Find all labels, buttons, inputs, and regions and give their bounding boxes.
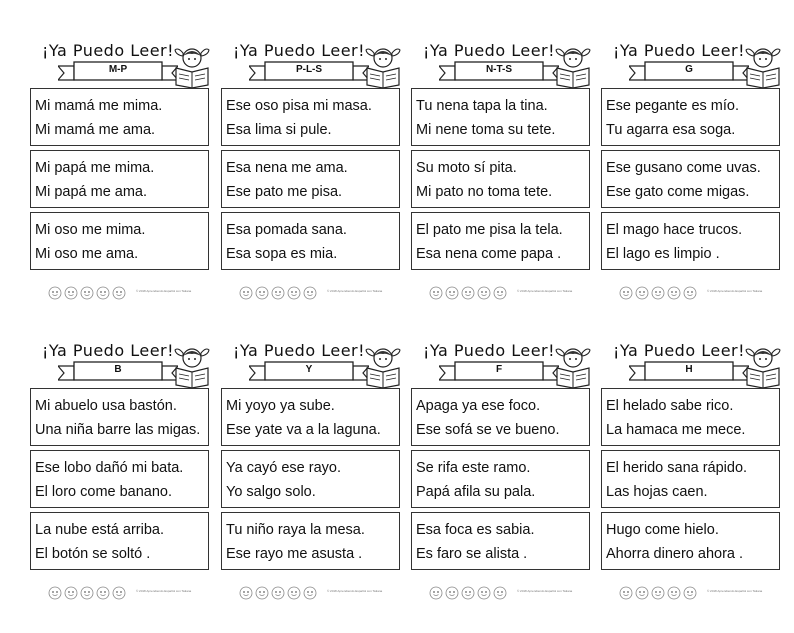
smiley-face-icon [620, 587, 632, 599]
card-title: ¡Ya Puedo Leer! [422, 41, 556, 60]
smiley-face-icon [684, 587, 696, 599]
sentence: Ese rayo me asusta . [226, 546, 363, 562]
sentence: Papá afila su pala. [416, 484, 536, 500]
card-title: ¡Ya Puedo Leer! [232, 41, 366, 60]
sentence: Yo salgo solo. [226, 484, 316, 500]
reading-card [30, 40, 212, 302]
smiley-face-icon [81, 287, 93, 299]
girl-reading-book-icon [173, 344, 211, 388]
copyright-text: © 2018 Aprendiendo Español con Tatiana [327, 589, 383, 593]
sentence: Ese sofá se ve bueno. [416, 422, 560, 438]
card-title: ¡Ya Puedo Leer! [612, 41, 746, 60]
sentence-box [601, 450, 780, 508]
letter-ribbon [439, 60, 559, 88]
sentence: Mi nene toma su tete. [416, 122, 556, 138]
sentence: Esa pomada sana. [226, 222, 347, 238]
sentence: Mi yoyo ya sube. [226, 398, 335, 414]
smiley-face-icon [113, 287, 125, 299]
sentence-box [30, 512, 209, 570]
smiley-face-icon [272, 287, 284, 299]
sentence-box [221, 388, 400, 446]
sentence: Mi mamá me mima. [35, 98, 163, 114]
sentence-box [221, 88, 400, 146]
sentence: Ese pegante es mío. [606, 98, 739, 114]
card-footer [411, 585, 593, 601]
smiley-face-icon [97, 587, 109, 599]
letter-ribbon [58, 360, 178, 388]
sentence: Esa nena come papa . [416, 246, 562, 262]
letter-ribbon [629, 60, 749, 88]
letter-label: H [685, 364, 693, 375]
sentence: Tu nena tapa la tina. [416, 98, 548, 114]
girl-reading-book-icon [173, 44, 211, 88]
letter-label: Y [305, 364, 313, 375]
smiley-face-icon [240, 287, 252, 299]
sentence-box [411, 512, 590, 570]
sentence: Ese oso pisa mi masa. [226, 98, 372, 114]
sentence: Ahorra dinero ahora . [606, 546, 744, 562]
sentence-box [221, 450, 400, 508]
sentence-box [221, 150, 400, 208]
girl-reading-book-icon [554, 44, 592, 88]
sentence-box [411, 388, 590, 446]
letter-label: N-T-S [485, 64, 513, 75]
sentence-box [30, 388, 209, 446]
girl-reading-book-icon [744, 44, 782, 88]
girl-reading-book-icon [364, 344, 402, 388]
sentence-box [30, 88, 209, 146]
card-title: ¡Ya Puedo Leer! [612, 341, 746, 360]
smiley-face-icon [494, 287, 506, 299]
smiley-face-icon [272, 587, 284, 599]
card-header [601, 340, 783, 392]
copyright-text: © 2018 Aprendiendo Español con Tatiana [707, 589, 763, 593]
sentence: Ese yate va a la laguna. [226, 422, 381, 438]
sentence: La hamaca me mece. [606, 422, 746, 438]
card-title: ¡Ya Puedo Leer! [41, 341, 175, 360]
reading-card [411, 40, 593, 302]
sentence-box [601, 150, 780, 208]
sentence: Hugo come hielo. [606, 522, 719, 538]
smiley-rating-row[interactable] [429, 585, 509, 599]
sentence: Esa nena me ama. [226, 160, 348, 176]
sentence: Las hojas caen. [606, 484, 708, 500]
sentence: Esa sopa es mia. [226, 246, 338, 262]
sentence-box [601, 388, 780, 446]
card-title: ¡Ya Puedo Leer! [41, 41, 175, 60]
letter-ribbon [249, 360, 369, 388]
letter-label: B [114, 364, 122, 375]
sentence: Ese lobo dañó mi bata. [35, 460, 184, 476]
card-footer [221, 285, 403, 301]
smiley-face-icon [652, 287, 664, 299]
sentence: Su moto sí pita. [416, 160, 517, 176]
reading-card [411, 340, 593, 602]
smiley-face-icon [288, 287, 300, 299]
card-footer [30, 285, 212, 301]
sentence: Mi oso me ama. [35, 246, 139, 262]
letter-ribbon [439, 360, 559, 388]
card-header [30, 340, 212, 392]
smiley-face-icon [636, 587, 648, 599]
sentence: El pato me pisa la tela. [416, 222, 563, 238]
sentence-box [411, 450, 590, 508]
sentence: El mago hace trucos. [606, 222, 743, 238]
sentence: Mi papá me ama. [35, 184, 148, 200]
smiley-face-icon [49, 587, 61, 599]
smiley-rating-row[interactable] [48, 585, 128, 599]
card-header [411, 40, 593, 92]
smiley-face-icon [304, 287, 316, 299]
reading-card [221, 40, 403, 302]
smiley-face-icon [430, 587, 442, 599]
card-title: ¡Ya Puedo Leer! [232, 341, 366, 360]
copyright-text: © 2018 Aprendiendo Español con Tatiana [707, 289, 763, 293]
sentence: Ya cayó ese rayo. [226, 460, 341, 476]
sentence: Esa lima si pule. [226, 122, 332, 138]
girl-reading-book-icon [364, 44, 402, 88]
card-header [221, 40, 403, 92]
smiley-face-icon [256, 287, 268, 299]
sentence: El lago es limpio . [606, 246, 720, 262]
smiley-face-icon [636, 287, 648, 299]
smiley-face-icon [478, 287, 490, 299]
copyright-text: © 2018 Aprendiendo Español con Tatiana [136, 289, 192, 293]
sentence: La nube está arriba. [35, 522, 164, 538]
sentence: Ese gusano come uvas. [606, 160, 761, 176]
sentence: Mi mamá me ama. [35, 122, 156, 138]
sentence: El loro come banano. [35, 484, 173, 500]
copyright-text: © 2018 Aprendiendo Español con Tatiana [327, 289, 383, 293]
smiley-face-icon [65, 587, 77, 599]
smiley-face-icon [97, 287, 109, 299]
sentence: Se rifa este ramo. [416, 460, 531, 476]
sentence: Una niña barre las migas. [35, 422, 201, 438]
letter-label: G [685, 64, 693, 75]
sentence-box [30, 450, 209, 508]
sentence: Mi abuelo usa bastón. [35, 398, 177, 414]
copyright-text: © 2018 Aprendiendo Español con Tatiana [517, 589, 573, 593]
card-footer [221, 585, 403, 601]
sentence-box [411, 150, 590, 208]
reading-card [601, 40, 783, 302]
sentence: El herido sana rápido. [606, 460, 748, 476]
sentence-box [411, 88, 590, 146]
sentence: Tu niño raya la mesa. [226, 522, 365, 538]
sentence: Apaga ya ese foco. [416, 398, 541, 414]
sentence: Tu agarra esa soga. [606, 122, 736, 138]
smiley-face-icon [684, 287, 696, 299]
smiley-face-icon [113, 587, 125, 599]
letter-label: F [495, 364, 503, 375]
girl-reading-book-icon [554, 344, 592, 388]
letter-label: M-P [108, 64, 128, 75]
smiley-rating-row[interactable] [239, 285, 319, 299]
smiley-face-icon [494, 587, 506, 599]
smiley-face-icon [81, 587, 93, 599]
sentence-box [221, 212, 400, 270]
letter-label: P-L-S [295, 64, 323, 75]
reading-card [30, 340, 212, 602]
sentence-box [411, 212, 590, 270]
sentence-box [30, 150, 209, 208]
sentence-box [601, 512, 780, 570]
sentence-box [601, 88, 780, 146]
smiley-rating-row[interactable] [619, 585, 699, 599]
sentence: Esa foca es sabia. [416, 522, 535, 538]
smiley-rating-row[interactable] [619, 285, 699, 299]
smiley-face-icon [240, 587, 252, 599]
sentence-box [30, 212, 209, 270]
smiley-face-icon [446, 587, 458, 599]
smiley-face-icon [446, 287, 458, 299]
sentence-box [601, 212, 780, 270]
letter-ribbon [249, 60, 369, 88]
smiley-face-icon [304, 587, 316, 599]
sentence: Ese gato come migas. [606, 184, 750, 200]
card-footer [30, 585, 212, 601]
letter-ribbon [58, 60, 178, 88]
card-header [221, 340, 403, 392]
card-title: ¡Ya Puedo Leer! [422, 341, 556, 360]
smiley-face-icon [256, 587, 268, 599]
card-header [601, 40, 783, 92]
sentence: Mi pato no toma tete. [416, 184, 553, 200]
copyright-text: © 2018 Aprendiendo Español con Tatiana [136, 589, 192, 593]
card-header [30, 40, 212, 92]
card-footer [411, 285, 593, 301]
smiley-face-icon [462, 287, 474, 299]
smiley-face-icon [652, 587, 664, 599]
sentence-box [221, 512, 400, 570]
sentence: El botón se soltó . [35, 546, 151, 562]
card-footer [601, 585, 783, 601]
sentence: Mi papá me mima. [35, 160, 155, 176]
smiley-rating-row[interactable] [239, 585, 319, 599]
smiley-face-icon [65, 287, 77, 299]
girl-reading-book-icon [744, 344, 782, 388]
sentence: El helado sabe rico. [606, 398, 734, 414]
letter-ribbon [629, 360, 749, 388]
sentence: Ese pato me pisa. [226, 184, 343, 200]
smiley-rating-row[interactable] [429, 285, 509, 299]
smiley-face-icon [668, 287, 680, 299]
smiley-face-icon [478, 587, 490, 599]
smiley-face-icon [430, 287, 442, 299]
smiley-face-icon [49, 287, 61, 299]
reading-card [221, 340, 403, 602]
card-footer [601, 285, 783, 301]
smiley-face-icon [620, 287, 632, 299]
sentence: Mi oso me mima. [35, 222, 146, 238]
smiley-face-icon [462, 587, 474, 599]
copyright-text: © 2018 Aprendiendo Español con Tatiana [517, 289, 573, 293]
smiley-face-icon [668, 587, 680, 599]
card-header [411, 340, 593, 392]
smiley-face-icon [288, 587, 300, 599]
reading-card [601, 340, 783, 602]
sentence: Es faro se alista . [416, 546, 528, 562]
smiley-rating-row[interactable] [48, 285, 128, 299]
